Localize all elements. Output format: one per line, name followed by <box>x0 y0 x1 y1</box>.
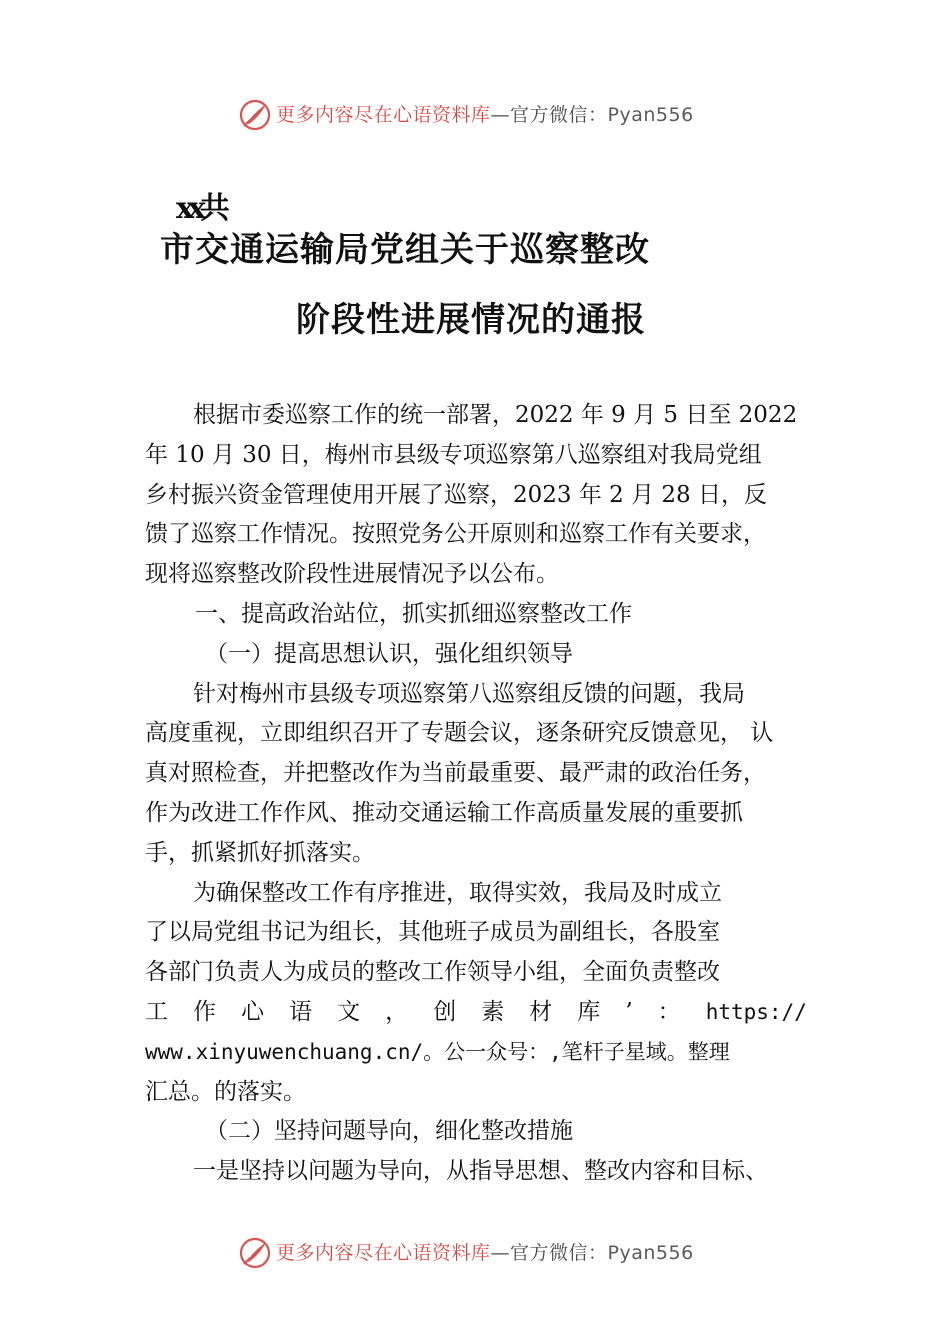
watermark-wechat-label: 官方微信： <box>510 1242 608 1264</box>
document-title-line-1: 市交通运输局党组关于巡察整改 <box>160 230 650 270</box>
watermark-handle: Pyan556 <box>607 1242 694 1264</box>
spaced-char: 库 <box>577 998 601 1025</box>
watermark-handle: Pyan556 <box>607 104 694 126</box>
spaced-char: 语 <box>289 998 313 1025</box>
spaced-char: 文 <box>337 998 361 1025</box>
watermark-text <box>276 1240 694 1266</box>
watermark-brand: 更多内容尽在心语资料库 <box>276 1242 491 1264</box>
watermark-brand: 更多内容尽在心语资料库 <box>276 104 491 126</box>
watermark-dash: — <box>490 1242 511 1264</box>
paragraph-line: 手，抓紧抓好抓落实。 <box>145 839 375 866</box>
paragraph-line: 根据市委巡察工作的统一部署，2022 年 9 月 5 日至 2022 <box>193 402 798 428</box>
paragraph-line: 真对照检查，并把整改作为当前最重要、最严肃的政治任务， <box>145 760 766 787</box>
paragraph-line <box>145 1033 807 1073</box>
subsection-heading: （二）坚持问题导向，细化整改措施 <box>205 1118 573 1145</box>
paragraph-line: 为确保整改工作有序推进，取得实效，我局及时成立 <box>193 879 722 906</box>
spaced-text-line <box>145 993 807 1033</box>
section-heading: 一、提高政治站位，抓实抓细巡察整改工作 <box>195 600 632 627</box>
url-text: www.xinyuwenchuang.cn/。公一众号：,笔杆子星域。整理 <box>145 1039 730 1064</box>
spaced-char: 材 <box>529 998 553 1025</box>
url-fragment: https:// <box>705 999 807 1024</box>
spaced-char: 作 <box>193 998 217 1025</box>
paragraph-line: 馈了巡察工作情况。按照党务公开原则和巡察工作有关要求， <box>145 521 766 548</box>
paragraph-line: 汇总。的落实。 <box>145 1078 306 1105</box>
spaced-char: 创 <box>433 998 457 1025</box>
title-prefix: xx共 <box>176 191 224 226</box>
watermark-wechat-label: 官方微信： <box>510 104 608 126</box>
document-title-line-2: 阶段性进展情况的通报 <box>296 300 646 340</box>
spaced-char: 素 <box>481 998 505 1025</box>
paragraph-line: 乡村振兴资金管理使用开展了巡察，2023 年 2 月 28 日，反 <box>145 481 767 508</box>
paragraph-line: 现将巡察整改阶段性进展情况予以公布。 <box>145 561 559 588</box>
document-body <box>145 396 807 1192</box>
spaced-char: 心 <box>241 998 265 1025</box>
paragraph-line: 一是坚持以问题为导向，从指导思想、整改内容和目标、 <box>193 1158 768 1185</box>
paragraph-line: 针对梅州市县级专项巡察第八巡察组反馈的问题，我局 <box>193 680 745 707</box>
paragraph-line: 高度重视，立即组织召开了专题会议，逐条研究反馈意见， 认 <box>145 720 774 747</box>
paragraph-line: 年 10 月 30 日，梅州市县级专项巡察第八巡察组对我局党组 <box>145 441 762 468</box>
watermark-footer <box>0 1234 950 1274</box>
paragraph-line: 作为改进工作作风、推动交通运输工作高质量发展的重要抓 <box>145 799 743 826</box>
spaced-char: ： <box>657 998 681 1025</box>
spaced-char: ’ <box>625 998 633 1025</box>
subsection-heading: （一）提高思想认识，强化组织领导 <box>205 640 573 667</box>
quill-logo-icon <box>238 98 272 132</box>
paragraph-line: 各部门负责人为成员的整改工作领导小组，全面负责整改 <box>145 959 720 986</box>
spaced-char: 工 <box>145 998 168 1025</box>
spaced-char: ， <box>385 998 409 1025</box>
watermark-text <box>276 102 694 128</box>
watermark-header <box>0 96 950 136</box>
watermark-dash: — <box>490 104 511 126</box>
paragraph-line: 了以局党组书记为组长，其他班子成员为副组长，各股室 <box>145 919 720 946</box>
quill-logo-icon <box>238 1236 272 1270</box>
